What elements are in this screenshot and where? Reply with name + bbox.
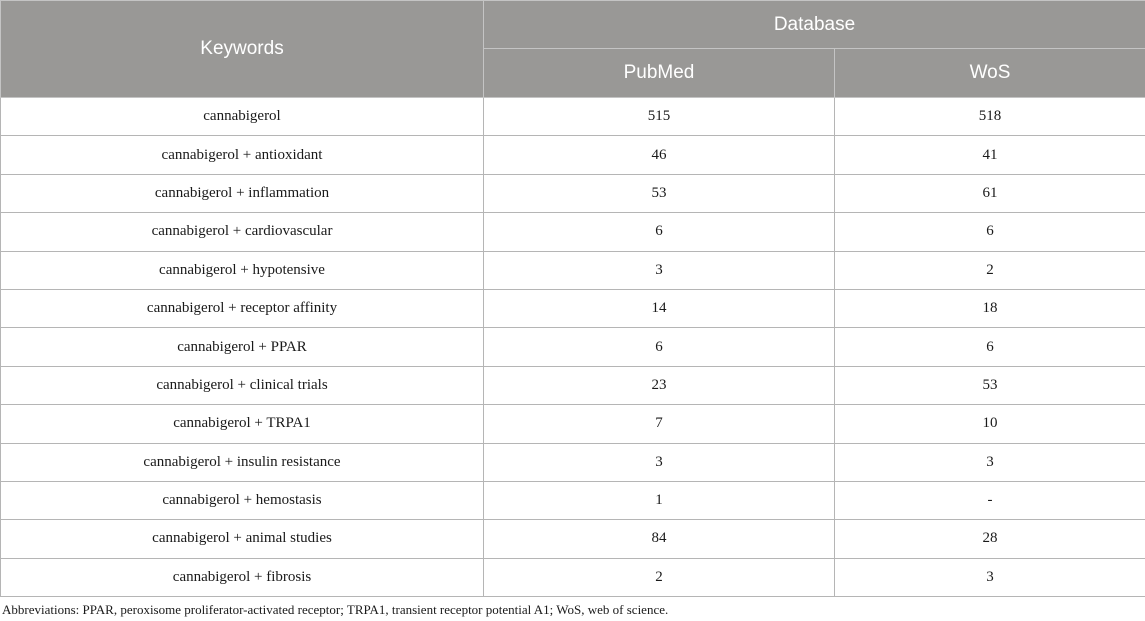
- wos-count-cell: 2: [835, 251, 1145, 289]
- abbreviations-footnote: Abbreviations: PPAR, peroxisome proliferator-activated receptor; TRPA1, transient receptor potential A1; WoS, web of science.: [2, 602, 669, 618]
- pubmed-count-cell: 6: [484, 328, 835, 366]
- table-row: [1, 289, 1145, 327]
- wos-count-cell: 61: [835, 174, 1145, 212]
- pubmed-count-cell: 7: [484, 405, 835, 443]
- table-body: [1, 98, 1145, 597]
- pubmed-count-cell: 46: [484, 136, 835, 174]
- wos-count-cell: 18: [835, 289, 1145, 327]
- table-row: [1, 213, 1145, 251]
- keyword-cell: cannabigerol: [1, 98, 484, 136]
- wos-count-cell: 6: [835, 213, 1145, 251]
- table-header: [1, 1, 1145, 98]
- pubmed-count-cell: 23: [484, 366, 835, 404]
- keyword-cell: cannabigerol + hemostasis: [1, 481, 484, 519]
- wos-count-cell: 28: [835, 520, 1145, 558]
- pubmed-count-cell: 6: [484, 213, 835, 251]
- keyword-cell: cannabigerol + PPAR: [1, 328, 484, 366]
- wos-count-cell: 6: [835, 328, 1145, 366]
- table-row: [1, 405, 1145, 443]
- wos-count-cell: 3: [835, 558, 1145, 596]
- table-row: [1, 443, 1145, 481]
- table-row: [1, 366, 1145, 404]
- table-row: [1, 558, 1145, 596]
- table-row: [1, 520, 1145, 558]
- pubmed-count-cell: 53: [484, 174, 835, 212]
- keyword-cell: cannabigerol + antioxidant: [1, 136, 484, 174]
- keyword-cell: cannabigerol + animal studies: [1, 520, 484, 558]
- keyword-cell: cannabigerol + insulin resistance: [1, 443, 484, 481]
- pubmed-count-cell: 515: [484, 98, 835, 136]
- keyword-cell: cannabigerol + receptor affinity: [1, 289, 484, 327]
- pubmed-count-cell: 84: [484, 520, 835, 558]
- pubmed-count-cell: 14: [484, 289, 835, 327]
- wos-header: WoS: [835, 49, 1145, 98]
- keyword-cell: cannabigerol + cardiovascular: [1, 213, 484, 251]
- wos-count-cell: 3: [835, 443, 1145, 481]
- wos-count-cell: 10: [835, 405, 1145, 443]
- pubmed-header: PubMed: [484, 49, 835, 98]
- table-row: [1, 174, 1145, 212]
- table-row: [1, 136, 1145, 174]
- keyword-cell: cannabigerol + TRPA1: [1, 405, 484, 443]
- wos-count-cell: 41: [835, 136, 1145, 174]
- keyword-cell: cannabigerol + hypotensive: [1, 251, 484, 289]
- pubmed-count-cell: 2: [484, 558, 835, 596]
- table-row: [1, 98, 1145, 136]
- table-row: [1, 328, 1145, 366]
- wos-count-cell: 518: [835, 98, 1145, 136]
- keyword-cell: cannabigerol + clinical trials: [1, 366, 484, 404]
- keyword-cell: cannabigerol + inflammation: [1, 174, 484, 212]
- keywords-header: Keywords: [1, 1, 484, 98]
- pubmed-count-cell: 3: [484, 443, 835, 481]
- wos-count-cell: 53: [835, 366, 1145, 404]
- wos-count-cell: -: [835, 481, 1145, 519]
- keyword-cell: cannabigerol + fibrosis: [1, 558, 484, 596]
- database-header: Database: [484, 1, 1145, 49]
- pubmed-count-cell: 3: [484, 251, 835, 289]
- pubmed-count-cell: 1: [484, 481, 835, 519]
- table-row: [1, 481, 1145, 519]
- table-row: [1, 251, 1145, 289]
